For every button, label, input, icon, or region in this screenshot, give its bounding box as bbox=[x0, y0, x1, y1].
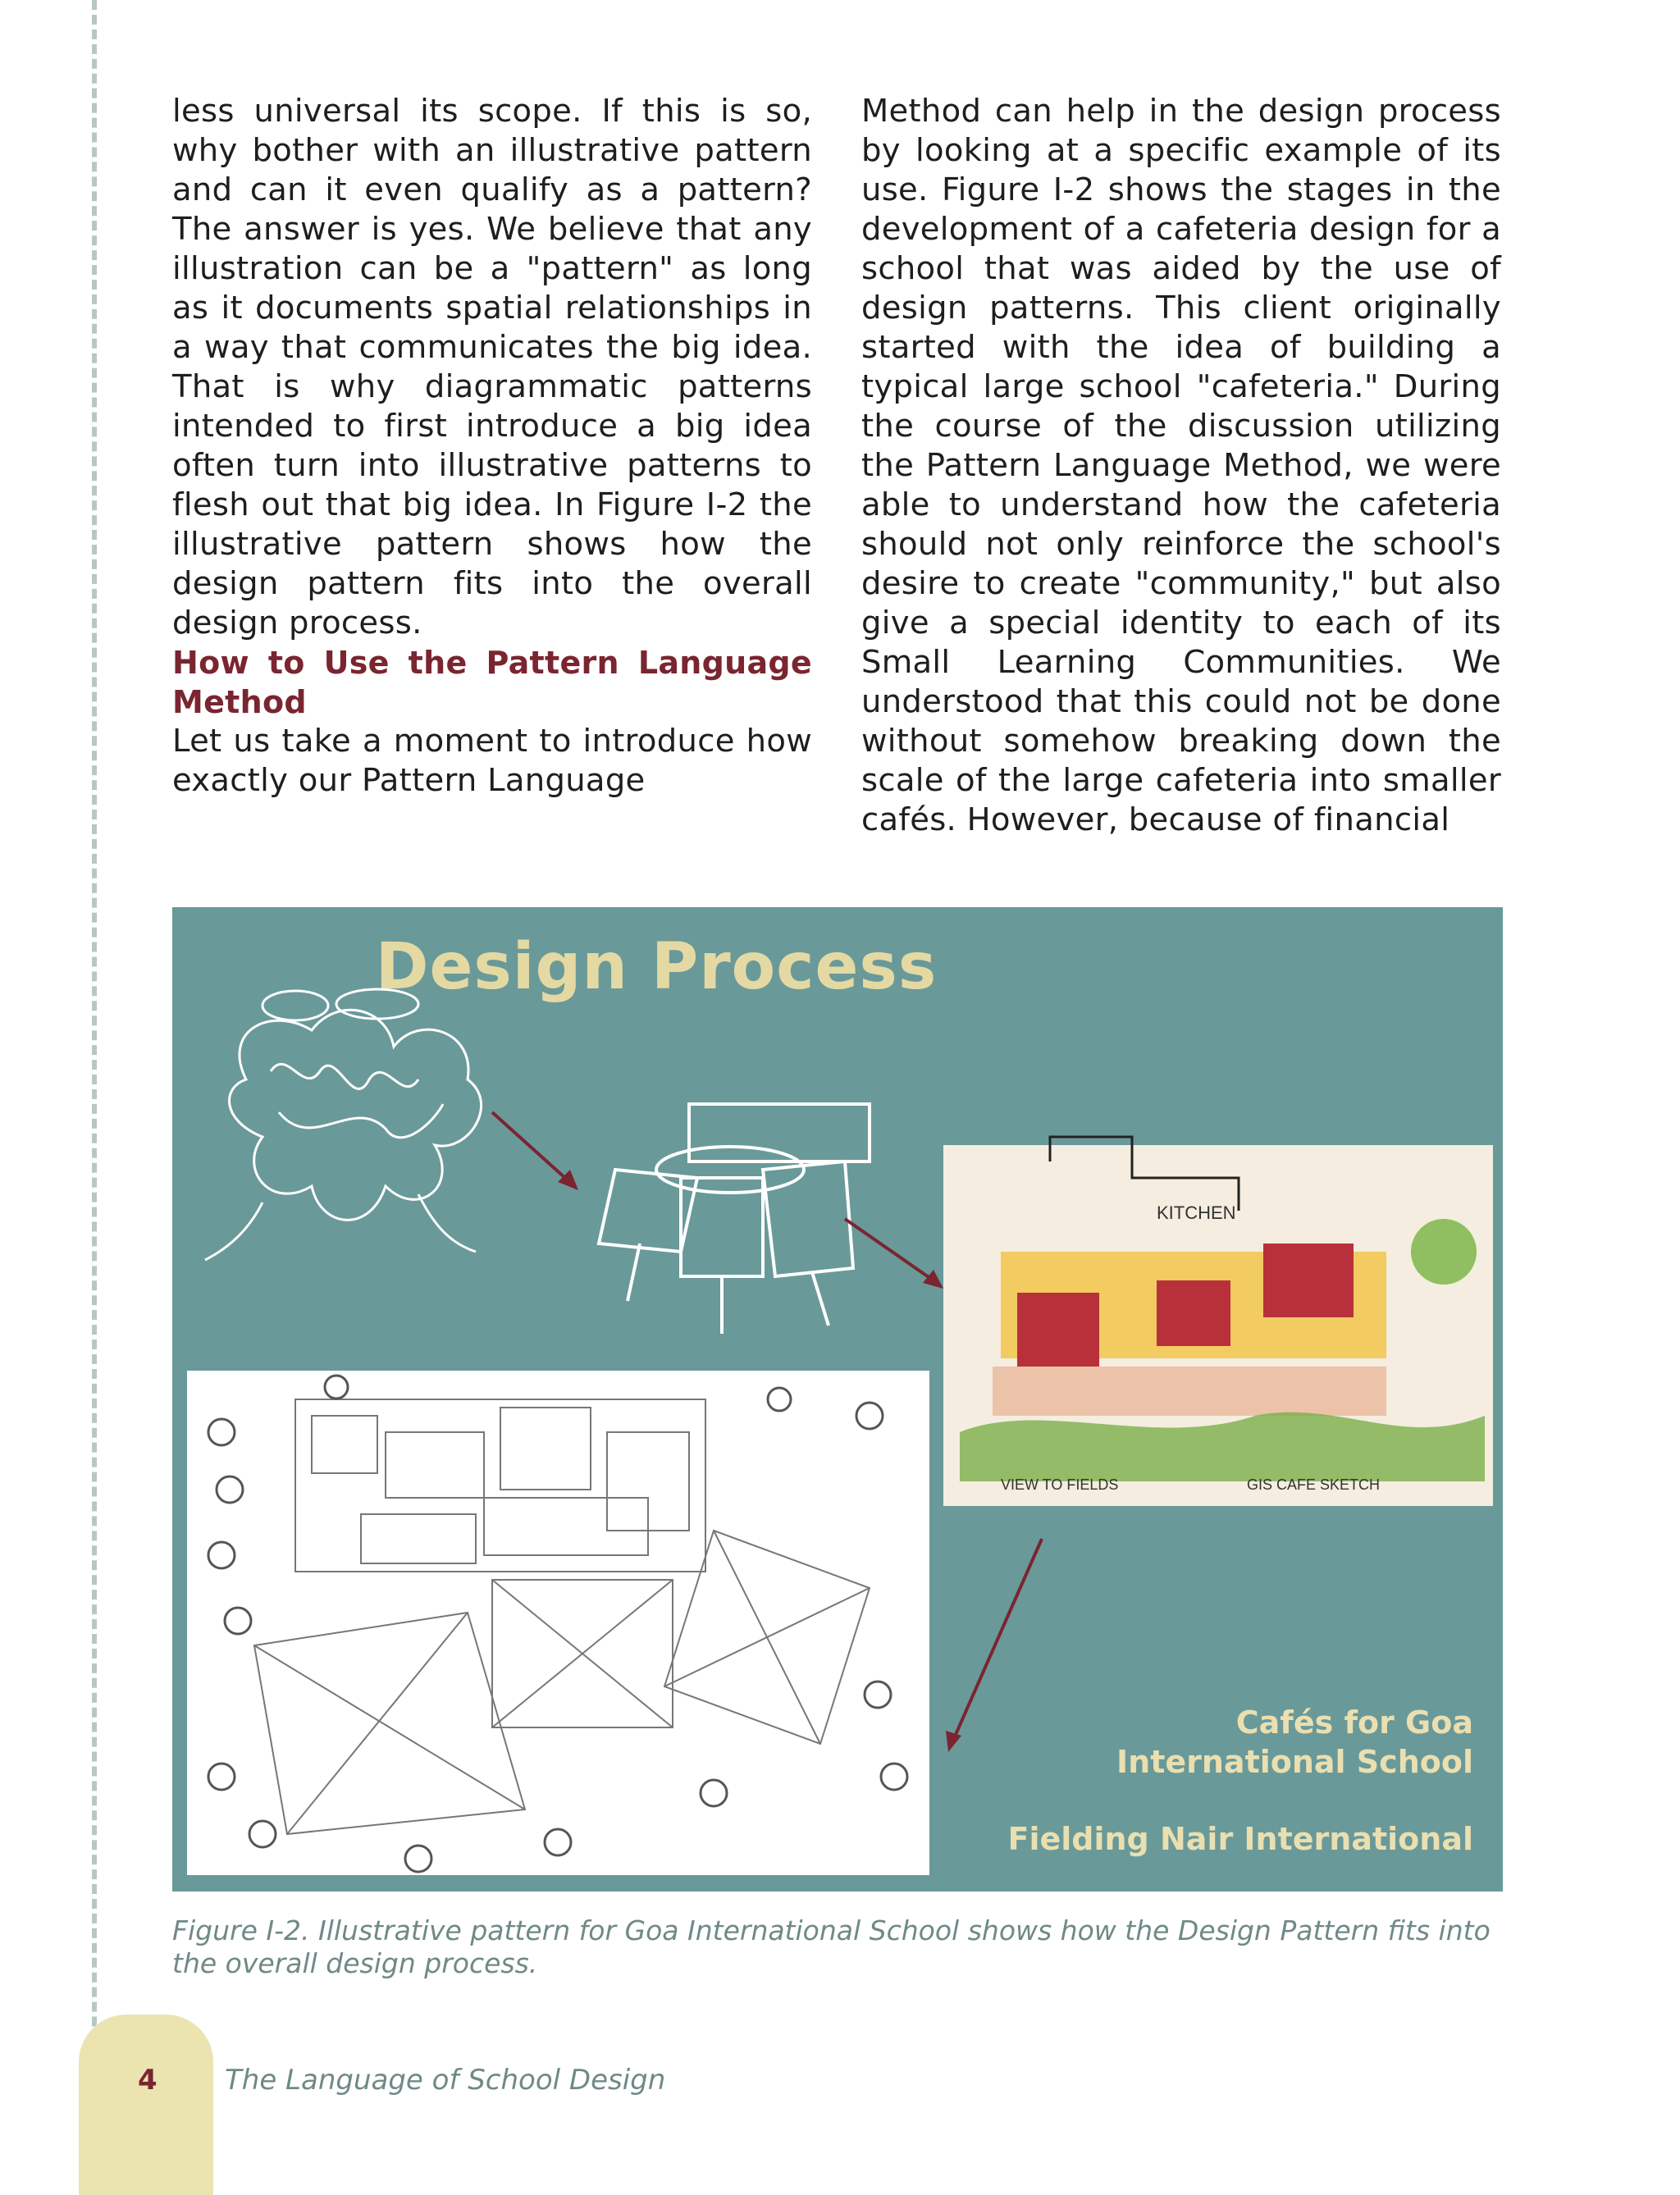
floor-plan bbox=[187, 1371, 929, 1875]
design-process-figure bbox=[172, 907, 1503, 1892]
sketch-label: VIEW TO FIELDS bbox=[1001, 1476, 1119, 1493]
page-number: 4 bbox=[138, 2064, 158, 2097]
figure-credit: Fielding Nair International bbox=[1007, 1821, 1473, 1857]
colored-sketch bbox=[943, 1137, 1493, 1506]
page-number-tab bbox=[79, 2015, 213, 2195]
body-paragraph: less universal its scope. If this is so, why bother with an illustrative pattern and can it even qualify as a pattern? The answer is yes. We believe that any illustration can be a "pattern" as long as it documents spatial relationships in a way that communicates the big idea. That is why diagrammatic patterns intended to first introduce a big idea often turn into illustrative patterns to flesh out that big idea. In Figure I-2 the illustrative pattern shows how the design pattern fits into the overall design process. bbox=[172, 93, 812, 641]
bubble-sketch bbox=[205, 989, 482, 1260]
right-column bbox=[861, 92, 1501, 840]
figure-caption: Figure I-2. Illustrative pattern for Goa International School shows how the Design Pattern fits into the overall design process. bbox=[172, 1914, 1491, 1979]
body-paragraph: Let us take a moment to introduce how exactly our Pattern Language bbox=[172, 723, 812, 799]
figure-title: Design Process bbox=[375, 930, 938, 1004]
running-title: The Language of School Design bbox=[225, 2064, 666, 2097]
sketch-label: GIS CAFE SKETCH bbox=[1247, 1476, 1381, 1493]
body-paragraph: Method can help in the design process by looking at a specific example of its use. Figure I-2 shows the stages in the development of a cafeteria design for a school that was aided by the use of design patterns. This client originally started with the idea of building a typical large school "cafeteria." During the course of the discussion utilizing the Pattern Language Method, we were able to understand how the cafeteria should not only reinforce the school's desire to create "community," but also give a special identity to each of its Small Learning Communities. We understood that this could not be done without somehow breaking down the scale of the large cafeteria into smaller cafés. However, because of financial bbox=[861, 93, 1501, 838]
process-arrow bbox=[952, 1539, 1042, 1744]
page-margin-dashed-line bbox=[92, 0, 97, 2174]
left-column bbox=[172, 92, 812, 801]
figure-label: Cafés for Goa bbox=[1235, 1704, 1473, 1741]
figure-label: International School bbox=[1116, 1744, 1473, 1780]
arrow-head bbox=[946, 1731, 961, 1752]
block-diagram bbox=[599, 1104, 870, 1334]
sketch-label: KITCHEN bbox=[1157, 1202, 1236, 1223]
section-heading: How to Use the Pattern Language Method bbox=[172, 645, 812, 720]
arrow-head bbox=[923, 1270, 943, 1289]
process-arrow bbox=[845, 1219, 939, 1285]
process-arrow bbox=[492, 1112, 574, 1186]
